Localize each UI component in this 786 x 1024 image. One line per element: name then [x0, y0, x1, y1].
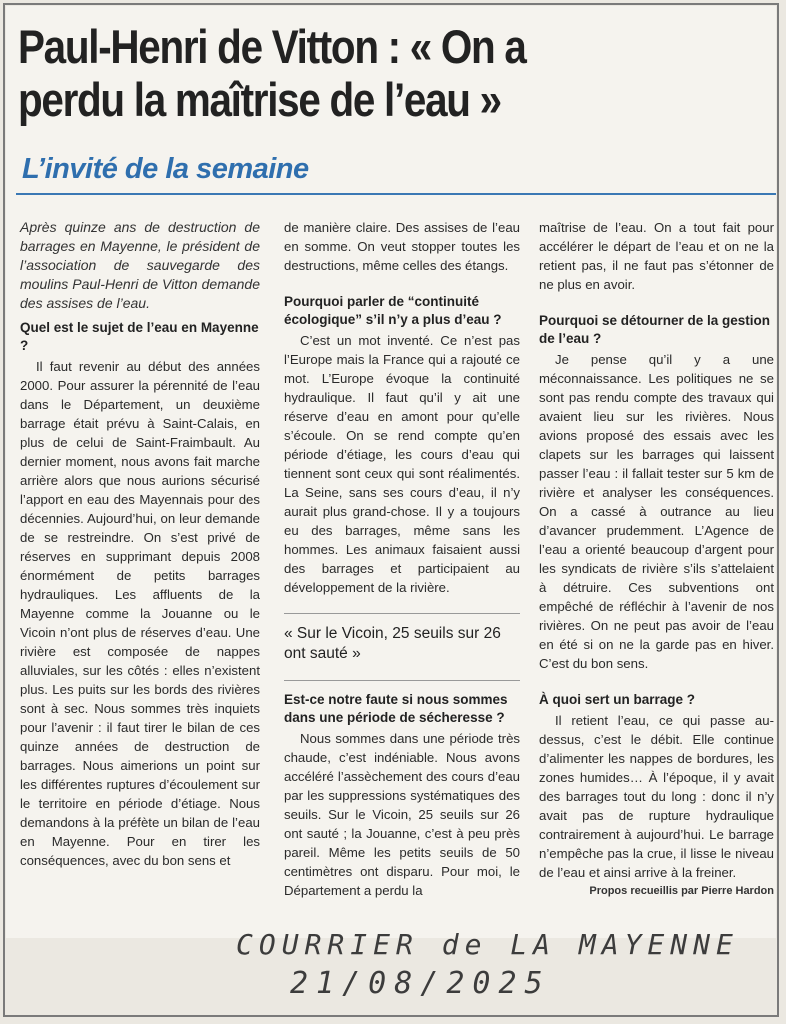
kicker: L’invité de la semaine [22, 153, 309, 185]
pull-quote: « Sur le Vicoin, 25 seuils sur 26 ont sauté » [284, 613, 520, 681]
headline-line-1: Paul-Henri de Vitton : « On a [18, 20, 526, 73]
question-3: Est-ce notre faute si nous sommes dans une période de sécheresse ? [284, 692, 508, 725]
answer-5: Il retient l’eau, ce qui passe au-dessus, c’est le débit. Elle continue d’alimenter les nappes de bordures, les zones humides… À l’époque, il y avait des barrages tout du long : donc il n’y avait pas de rupture hydraulique contrairement à aujourd’hui. Le barrage n’empêche pas la crue, il lisse le niveau de l’eau et ainsi arrive à la freiner. [539, 713, 774, 880]
newspaper-clipping [6, 6, 776, 938]
answer-3: Nous sommes dans une période très chaude, c’est indéniable. Nous avons accéléré l’assèchement des cours d’eau par les suppressions systématiques des seuils. Sur le Vicoin, 25 seuils sur 26 ont sauté ; la Jouanne, c’est à peu près pareil. Même les petits seuils de 50 centimètres ont disparu. Pour moi, le Département a perdu la [284, 731, 520, 898]
column-2 [284, 218, 520, 900]
section-divider [16, 193, 776, 195]
answer-4: Je pense qu’il y a une méconnaissance. Les politiques ne se sont pas rendu compte des travaux qui avaient lieu sur les rivières. Nous avions proposé des essais avec les clapets sur les barrages qui laissent passer l’eau : il fallait tester sur 5 km de rivière et analyser les conséquences. On a cassé à outrance au lieu d’avancer prudemment. L’Agence de l’eau a orienté beaucoup d’argent pour les syndicats de rivière s’ils s’attelaient à détruire. Ces subventions ont empêché de réfléchir à l’avenir de nos rivières. On ne peut pas avoir de l’eau en été si on ne la garde pas en hiver. C’est du bon sens. [539, 352, 774, 671]
question-4: Pourquoi se détourner de la gestion de l’eau ? [539, 313, 771, 346]
author-credit: Propos recueillis par Pierre Hardon [589, 885, 774, 897]
column-1 [20, 218, 260, 870]
answer-3-continued: maîtrise de l’eau. On a tout fait pour accélérer le départ de l’eau et on ne la retient pas, il ne faut pas s’étonner de ne plus en avoir. [539, 220, 774, 292]
question-5: À quoi sert un barrage ? [539, 692, 696, 707]
handwritten-date: 21/08/2025 [290, 966, 551, 1001]
headline [18, 20, 663, 126]
answer-1: Il faut revenir au début des années 2000. Pour assurer la pérennité de l’eau dans le Département, un deuxième barrage était prévu à Saint-Calais, en plus de celui de Saint-Fraimbault. Au dernier moment, nous avons fait marche arrière alors que nous aurions sécurisé l’apport en eau des Mayennais pour des décennies. Aujourd’hui, on leur demande de se restreindre. On s’est privé de réserves en supprimant depuis 2008 énormément de petits barrages hydrauliques. Les affluents de la Mayenne comme la Jouanne ou le Vicoin n’ont plus de réserves d’eau. Une rivière est composée de nappes alluviales, sur les côtés : elles n’existent plus. Les puits sur les bords des rivières sont à sec. Nous sommes très inquiets pour l’avenir : il faut tirer le bilan de ces quinze années de destruction de barrages. Nous aimerions un point sur les différentes ruptures d’écoulement sur le territoire en période d’étiage. Nous demandons à la préfète un bilan de l’eau en Mayenne. Pour en tirer les conséquences, avec du bon sens et [20, 359, 260, 868]
answer-1-continued: de manière claire. Des assises de l’eau en somme. On veut stopper toutes les destructions, même celles des étangs. [284, 220, 520, 273]
question-2: Pourquoi parler de “continuité écologique” s’il n’y a plus d’eau ? [284, 294, 502, 327]
headline-line-2: perdu la maîtrise de l’eau » [18, 73, 501, 126]
handwritten-source: COURRIER de LA MAYENNE [236, 928, 739, 961]
lead-paragraph: Après quinze ans de destruction de barrages en Mayenne, le président de l’association de sauvegarde des moulins Paul-Henri de Vitton demande des assises de l’eau. [20, 219, 260, 311]
question-1: Quel est le sujet de l’eau en Mayenne ? [20, 320, 259, 353]
column-3 [539, 218, 774, 901]
answer-2: C’est un mot inventé. Ce n’est pas l’Europe mais la France qui a rajouté ce mot. L’Europe évoque la continuité hydraulique. Il faut qu’il y ait une réserve d’eau en amont pour qu’elle s’écoule. On se rend compte qu’en période d’étiage, les cours d’eau qui tiennent sont ceux qui sont réalimentés. La Seine, sans ses cours d’eau, il n’y aurait plus grand-chose. Il y a toujours eu des barrages, même sans les hommes. Les animaux faisaient aussi des barrages et participaient au développement de la rivière. [284, 333, 520, 595]
